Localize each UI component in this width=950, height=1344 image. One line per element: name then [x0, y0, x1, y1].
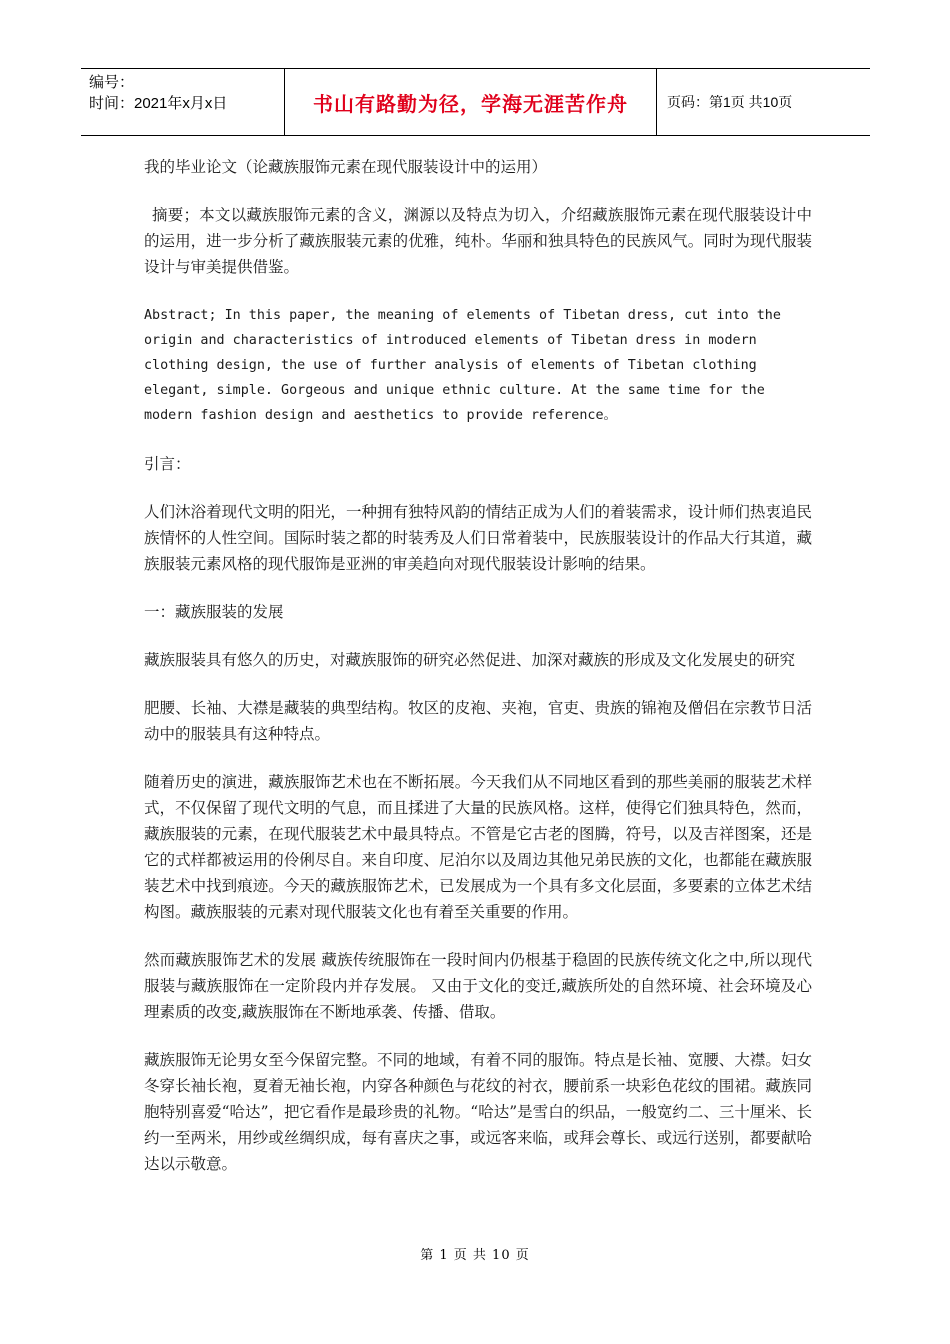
paper-title: 我的毕业论文（论藏族服饰元素在现代服装设计中的运用） [144, 158, 548, 176]
abstract-english: Abstract; In this paper, the meaning of elements of Tibetan dress, cut into the origin and characteristics of introduced elements of Tibetan dress in modern clothing design, the use of further analysis of elements of Tibetan clothing elegant, simple. Gorgeous and unique ethnic culture. At the same time for the modern fashion design and aesthetics to provide reference。 [144, 308, 781, 423]
body-paragraph: 肥腰、长袖、大襟是藏装的典型结构。牧区的皮袍、夹袍，官吏、贵族的锦袍及僧侣在宗教节日活动中的服装具有这种特点。 [144, 699, 812, 743]
header-page-info: 页码：第1页 共10页 [667, 94, 793, 110]
section-heading: 一：藏族服装的发展 [144, 603, 284, 621]
body-paragraph: 藏族服饰无论男女至今保留完整。不同的地域，有着不同的服饰。特点是长袖、宽腰、大襟。妇女冬穿长袖长袍，夏着无袖长袍，内穿各种颜色与花纹的衬衣，腰前系一块彩色花纹的围裙。藏族同胞特别喜爱“哈达”，把它看作是最珍贵的礼物。“哈达”是雪白的织品，一般宽约二、三十厘米、长约一至两米，用纱或丝绸织成，每有喜庆之事，或远客来临，或拜会尊长、或远行送别，都要献哈达以示敬意。 [144, 1051, 812, 1173]
intro-heading: 引言： [144, 455, 191, 473]
body-paragraph: 然而藏族服饰艺术的发展 藏族传统服饰在一段时间内仍根基于稳固的民族传统文化之中,所以现代服装与藏族服饰在一定阶段内并存发展。 又由于文化的变迁,藏族所处的自然环境、社会环境及心理素质的改变,藏族服饰在不断地承袭、传播、借取。 [144, 951, 812, 1021]
document-body [144, 154, 812, 1177]
body-paragraph: 随着历史的演进，藏族服饰艺术也在不断拓展。今天我们从不同地区看到的那些美丽的服装艺术样式，不仅保留了现代文明的气息，而且揉进了大量的民族风格。这样，使得它们独具特色，然而，藏族服装的元素，在现代服装艺术中最具特点。不管是它古老的图腾，符号，以及吉祥图案，还是它的式样都被运用的伶俐尽自。来自印度、尼泊尔以及周边其他兄弟民族的文化，也都能在藏族服装艺术中找到痕迹。今天的藏族服饰艺术，已发展成为一个具有多文化层面，多要素的立体艺术结构图。藏族服装的元素对现代服装文化也有着至关重要的作用。 [144, 773, 812, 921]
header-motto: 书山有路勤为径，学海无涯苦作舟 [284, 69, 657, 135]
page-footer: 第 1 页 共 10 页 [420, 1248, 530, 1263]
header-meta [81, 69, 284, 135]
page-header [81, 68, 870, 136]
body-paragraph: 藏族服装具有悠久的历史，对藏族服饰的研究必然促进、加深对藏族的形成及文化发展史的研究 [144, 651, 796, 669]
abstract-chinese: 摘要；本文以藏族服饰元素的含义，渊源以及特点为切入，介绍藏族服饰元素在现代服装设计中的运用，进一步分析了藏族服装元素的优雅，纯朴。华丽和独具特色的民族风气。同时为现代服装设计与审美提供借鉴。 [144, 206, 812, 276]
document-date: 时间：2021年x月x日 [89, 95, 228, 112]
intro-paragraph: 人们沐浴着现代文明的阳光，一种拥有独特风韵的情结正成为人们的着装需求，设计师们热衷追民族情怀的人性空间。国际时装之都的时装秀及人们日常着装中，民族服装设计的作品大行其道，藏族服装元素风格的现代服饰是亚洲的审美趋向对现代服装设计影响的结果。 [144, 503, 812, 573]
document-number: 编号： [89, 74, 135, 91]
